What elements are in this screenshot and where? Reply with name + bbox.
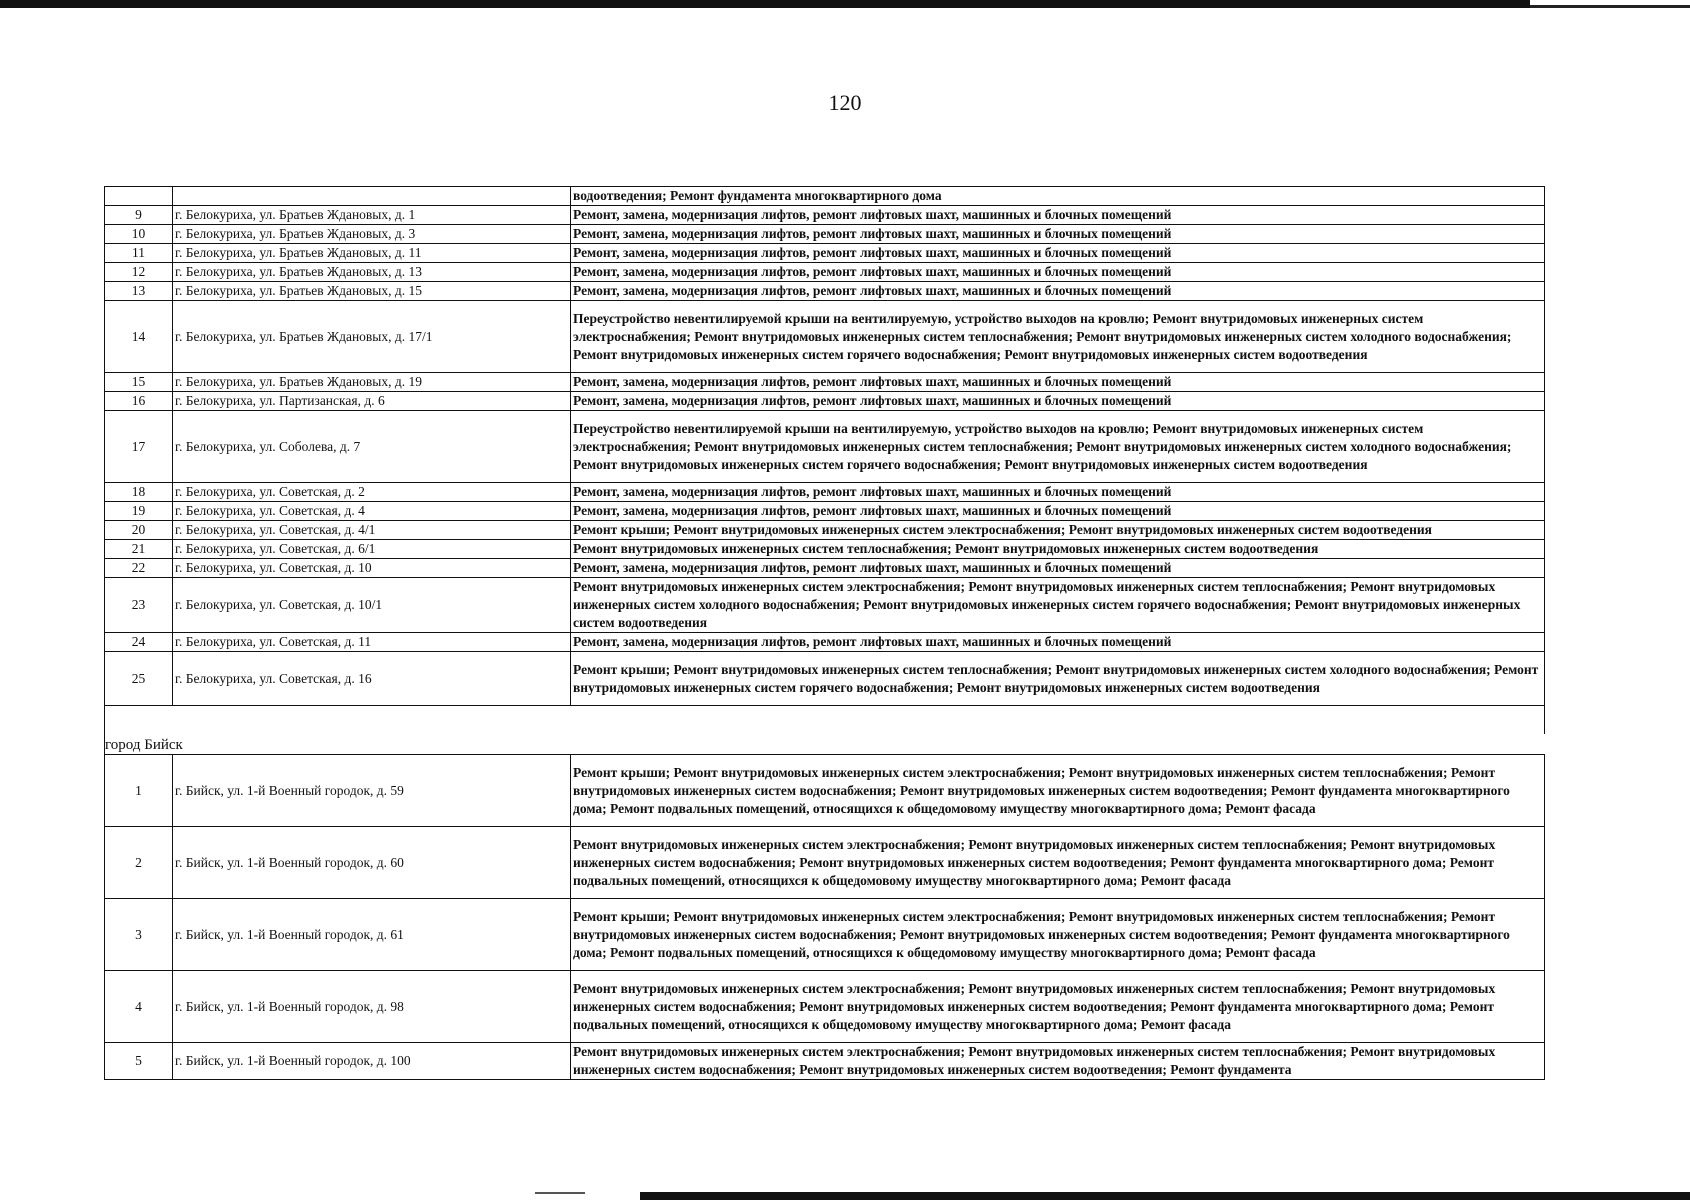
row-number: 16 [105, 392, 173, 411]
row-address: г. Белокуриха, ул. Братьев Ждановых, д. 11 [173, 244, 571, 263]
row-number: 19 [105, 502, 173, 521]
row-number: 13 [105, 282, 173, 301]
row-number: 10 [105, 225, 173, 244]
row-number: 22 [105, 559, 173, 578]
row-work: Ремонт внутридомовых инженерных систем электроснабжения; Ремонт внутридомовых инженерных систем теплоснабжения; Ремонт внутридомовых инженерных систем водоснабжения; Ремонт внутридомовых инженерных систем водоотведения; Ремонт фундамента [571, 1043, 1545, 1080]
table-row [105, 971, 1545, 1043]
row-work: Ремонт внутридомовых инженерных систем электроснабжения; Ремонт внутридомовых инженерных систем теплоснабжения; Ремонт внутридомовых инженерных систем водоснабжения; Ремонт внутридомовых инженерных систем водоотведения; Ремонт фундамента многоквартирного дома; Ремонт подвальных помещений, относящихся к общедомовому имуществу многоквартирного дома; Ремонт фасада [571, 971, 1545, 1043]
row-address: г. Бийск, ул. 1-й Военный городок, д. 60 [173, 827, 571, 899]
table-row [105, 502, 1545, 521]
row-work: Ремонт, замена, модернизация лифтов, ремонт лифтовых шахт, машинных и блочных помещений [571, 502, 1545, 521]
row-address: г. Белокуриха, ул. Советская, д. 4 [173, 502, 571, 521]
row-work: Переустройство невентилируемой крыши на вентилируемую, устройство выходов на кровлю; Ремонт внутридомовых инженерных систем электроснабжения; Ремонт внутридомовых инженерных систем теплоснабжения; Ремонт внутридомовых инженерных систем холодного водоснабжения; Ремонт внутридомовых инженерных систем горячего водоснабжения; Ремонт внутридомовых инженерных систем водоотведения [571, 411, 1545, 483]
row-work: Ремонт внутридомовых инженерных систем теплоснабжения; Ремонт внутридомовых инженерных систем водоотведения [571, 540, 1545, 559]
section-header [105, 734, 1545, 755]
row-number: 24 [105, 633, 173, 652]
row-work: Ремонт, замена, модернизация лифтов, ремонт лифтовых шахт, машинных и блочных помещений [571, 282, 1545, 301]
registry-table [104, 186, 1545, 1080]
row-address [173, 187, 571, 206]
row-work: Ремонт внутридомовых инженерных систем электроснабжения; Ремонт внутридомовых инженерных систем теплоснабжения; Ремонт внутридомовых инженерных систем холодного водоснабжения; Ремонт внутридомовых инженерных систем горячего водоснабжения; Ремонт внутридомовых инженерных систем водоотведения [571, 578, 1545, 633]
section-gap [105, 706, 1545, 735]
row-number: 11 [105, 244, 173, 263]
row-work: Ремонт, замена, модернизация лифтов, ремонт лифтовых шахт, машинных и блочных помещений [571, 263, 1545, 282]
scan-mark-bottom [535, 1192, 585, 1194]
table-row [105, 483, 1545, 502]
table-row [105, 187, 1545, 206]
row-number: 23 [105, 578, 173, 633]
row-address: г. Белокуриха, ул. Братьев Ждановых, д. 3 [173, 225, 571, 244]
row-number: 3 [105, 899, 173, 971]
row-work: Ремонт крыши; Ремонт внутридомовых инженерных систем электроснабжения; Ремонт внутридомовых инженерных систем теплоснабжения; Ремонт внутридомовых инженерных систем водоснабжения; Ремонт внутридомовых инженерных систем водоотведения; Ремонт фундамента многоквартирного дома; Ремонт подвальных помещений, относящихся к общедомовому имуществу многоквартирного дома; Ремонт фасада [571, 899, 1545, 971]
table-body-belokurikha [105, 187, 1545, 1080]
row-address: г. Белокуриха, ул. Партизанская, д. 6 [173, 392, 571, 411]
table-row [105, 827, 1545, 899]
row-address: г. Белокуриха, ул. Советская, д. 16 [173, 652, 571, 706]
table-row [105, 559, 1545, 578]
table-row [105, 755, 1545, 827]
row-address: г. Белокуриха, ул. Братьев Ждановых, д. 17/1 [173, 301, 571, 373]
row-number: 25 [105, 652, 173, 706]
row-number: 12 [105, 263, 173, 282]
row-address: г. Бийск, ул. 1-й Военный городок, д. 100 [173, 1043, 571, 1080]
table-row [105, 1043, 1545, 1080]
row-number: 14 [105, 301, 173, 373]
row-number: 21 [105, 540, 173, 559]
row-work: Ремонт, замена, модернизация лифтов, ремонт лифтовых шахт, машинных и блочных помещений [571, 392, 1545, 411]
row-address: г. Белокуриха, ул. Советская, д. 2 [173, 483, 571, 502]
row-address: г. Белокуриха, ул. Советская, д. 10/1 [173, 578, 571, 633]
row-address: г. Белокуриха, ул. Советская, д. 6/1 [173, 540, 571, 559]
row-number: 9 [105, 206, 173, 225]
row-number [105, 187, 173, 206]
row-number: 1 [105, 755, 173, 827]
row-address: г. Белокуриха, ул. Советская, д. 11 [173, 633, 571, 652]
table-row [105, 301, 1545, 373]
row-work: Ремонт, замена, модернизация лифтов, ремонт лифтовых шахт, машинных и блочных помещений [571, 373, 1545, 392]
table-row [105, 282, 1545, 301]
row-work: Ремонт крыши; Ремонт внутридомовых инженерных систем электроснабжения; Ремонт внутридомовых инженерных систем теплоснабжения; Ремонт внутридомовых инженерных систем водоснабжения; Ремонт внутридомовых инженерных систем водоотведения; Ремонт фундамента многоквартирного дома; Ремонт подвальных помещений, относящихся к общедомовому имуществу многоквартирного дома; Ремонт фасада [571, 755, 1545, 827]
row-work: Ремонт, замена, модернизация лифтов, ремонт лифтовых шахт, машинных и блочных помещений [571, 483, 1545, 502]
row-number: 17 [105, 411, 173, 483]
table-row [105, 411, 1545, 483]
row-number: 5 [105, 1043, 173, 1080]
page-number: 120 [828, 90, 862, 115]
row-number: 20 [105, 521, 173, 540]
row-work: Ремонт, замена, модернизация лифтов, ремонт лифтовых шахт, машинных и блочных помещений [571, 633, 1545, 652]
row-address: г. Белокуриха, ул. Советская, д. 4/1 [173, 521, 571, 540]
row-work: Переустройство невентилируемой крыши на вентилируемую, устройство выходов на кровлю; Ремонт внутридомовых инженерных систем электроснабжения; Ремонт внутридомовых инженерных систем теплоснабжения; Ремонт внутридомовых инженерных систем холодного водоснабжения; Ремонт внутридомовых инженерных систем горячего водоснабжения; Ремонт внутридомовых инженерных систем водоотведения [571, 301, 1545, 373]
table-row [105, 521, 1545, 540]
row-address: г. Бийск, ул. 1-й Военный городок, д. 61 [173, 899, 571, 971]
row-number: 4 [105, 971, 173, 1043]
table-row [105, 652, 1545, 706]
section-title: город Бийск [105, 734, 1545, 755]
row-work: водоотведения; Ремонт фундамента многоквартирного дома [571, 187, 1545, 206]
scan-border-top-edge [1530, 5, 1690, 8]
row-address: г. Белокуриха, ул. Советская, д. 10 [173, 559, 571, 578]
row-number: 2 [105, 827, 173, 899]
row-address: г. Белокуриха, ул. Братьев Ждановых, д. 13 [173, 263, 571, 282]
table-row [105, 578, 1545, 633]
table-row [105, 392, 1545, 411]
table-row [105, 244, 1545, 263]
table-row [105, 633, 1545, 652]
table-row [105, 373, 1545, 392]
scan-border-bottom [640, 1192, 1690, 1200]
row-work: Ремонт внутридомовых инженерных систем электроснабжения; Ремонт внутридомовых инженерных систем теплоснабжения; Ремонт внутридомовых инженерных систем водоснабжения; Ремонт внутридомовых инженерных систем водоотведения; Ремонт фундамента многоквартирного дома; Ремонт подвальных помещений, относящихся к общедомовому имуществу многоквартирного дома; Ремонт фасада [571, 827, 1545, 899]
row-address: г. Бийск, ул. 1-й Военный городок, д. 98 [173, 971, 571, 1043]
table-row [105, 206, 1545, 225]
section-gap-cell [105, 706, 1545, 735]
row-work: Ремонт, замена, модернизация лифтов, ремонт лифтовых шахт, машинных и блочных помещений [571, 244, 1545, 263]
row-work: Ремонт, замена, модернизация лифтов, ремонт лифтовых шахт, машинных и блочных помещений [571, 559, 1545, 578]
row-work: Ремонт крыши; Ремонт внутридомовых инженерных систем теплоснабжения; Ремонт внутридомовых инженерных систем холодного водоснабжения; Ремонт внутридомовых инженерных систем горячего водоснабжения; Ремонт внутридомовых инженерных систем водоотведения [571, 652, 1545, 706]
row-address: г. Белокуриха, ул. Соболева, д. 7 [173, 411, 571, 483]
row-number: 18 [105, 483, 173, 502]
row-work: Ремонт, замена, модернизация лифтов, ремонт лифтовых шахт, машинных и блочных помещений [571, 206, 1545, 225]
scan-border-top [0, 0, 1530, 8]
row-address: г. Бийск, ул. 1-й Военный городок, д. 59 [173, 755, 571, 827]
table-row [105, 540, 1545, 559]
row-work: Ремонт, замена, модернизация лифтов, ремонт лифтовых шахт, машинных и блочных помещений [571, 225, 1545, 244]
row-address: г. Белокуриха, ул. Братьев Ждановых, д. 1 [173, 206, 571, 225]
row-address: г. Белокуриха, ул. Братьев Ждановых, д. 19 [173, 373, 571, 392]
row-work: Ремонт крыши; Ремонт внутридомовых инженерных систем электроснабжения; Ремонт внутридомовых инженерных систем водоотведения [571, 521, 1545, 540]
row-number: 15 [105, 373, 173, 392]
table-row [105, 899, 1545, 971]
row-address: г. Белокуриха, ул. Братьев Ждановых, д. 15 [173, 282, 571, 301]
table-row [105, 225, 1545, 244]
table-row [105, 263, 1545, 282]
